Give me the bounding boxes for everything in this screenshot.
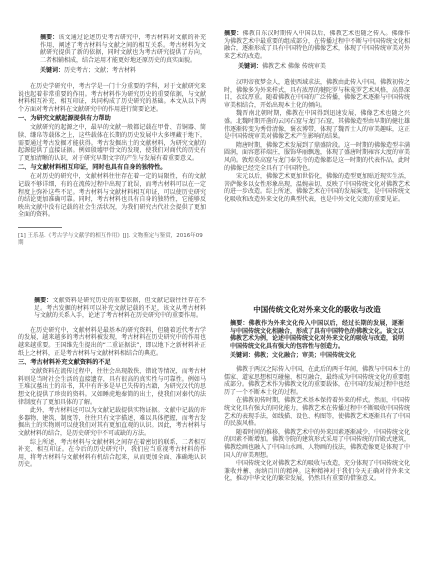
keywords-label: 关键词：	[230, 352, 255, 360]
body-paragraph: 在历史研究中，文献材料是最基本的研究资料，但随着近代考古学的发展，越来越多的考古材料被发现，考古材料在历史研究中的作用也越来越重要。王国维先生提出的“二重证据法”，即以地下之新材料补正纸上之材料，正是考古材料与文献材料相结合的典范。	[18, 326, 206, 357]
article-fragment-bottom-left	[18, 297, 206, 557]
abstract-text: 文献资料是研究历史的重要依据，但文献记载往往存在不足。考古发掘的材料可以补充文献记载的不足，该文从考古材料与文献的关系入手，论述了考古材料在历史研究中的重要作用。	[34, 297, 206, 320]
article-title: 中国传统文化对外来文化的吸收与改造	[253, 305, 381, 314]
body-paragraph: 隋唐时期，佛像艺术发展到了鼎盛阶段。这一时期的佛像造型丰满圆润，面容慈祥端庄，服饰华丽飘逸，体现了盛唐时期雍容大度的审美风尚。敦煌莫高窟与龙门奉先寺的造像都是这一时期的代表作品，此时的佛像已经完全具有了中国特色。	[224, 141, 410, 172]
keywords	[230, 352, 404, 360]
body-paragraph: 随着时间的推移，佛教艺术中的外来因素逐渐减少，中国传统文化的因素不断增加。佛教寺院的建筑形式采用了中国传统的宫殿式建筑，佛教绘画也融入了中国山水画、人物画的技法，佛教造像更是体现了中国人的审美理想。	[224, 428, 410, 459]
abstract	[40, 34, 206, 64]
body-paragraph: 综上所述，考古材料与文献材料之间存在着密切的联系，二者相互补充、相互印证。在今后的历史研究中，我们应当重视考古材料的作用，将考古材料与文献材料有机结合起来，从而更加全面、准确地认识历史。	[18, 438, 206, 469]
keywords	[40, 67, 206, 75]
article-fragment-bottom-right	[224, 305, 410, 557]
body-paragraph: 文献研究的起源之中，最早的文献一般都记载在甲骨、青铜器、简牍、缣帛等载体之上，这些载体在长期的历史发展中大多埋藏于地下，需要通过考古发掘才能获得。考古发掘出土的文献材料，为研究文献的起源提供了直接证据。例如殷墟甲骨文的发现，使我们对商代的历史有了更加清晰的认识，对于研究早期文字的产生与发展有着重要意义。	[18, 124, 206, 162]
footnote-divider	[18, 227, 62, 228]
body-paragraph: 中国传统文化对佛教艺术的吸收与改造，充分体现了中国传统文化兼收并蓄、海纳百川的精神。这种精神对于我们今天正确对待外来文化，推动中华文化的繁荣发展，仍然具有重要的借鉴意义。	[224, 460, 410, 483]
abstract-text: 佛教自东汉时期传入中国以后，佛教艺术也随之传入。佛像作为佛教艺术中最重要的组成部分，在传播过程中不断与中国传统文化相融合，逐渐形成了具有中国特色的佛像艺术，体现了中国传统审美对外来艺术的改造。	[224, 30, 410, 60]
body-paragraph: 汉明帝夜梦金人，遣使西域求法，佛教由此传入中国。佛教初传之时，佛像多为外来样式，具有浓厚的犍陀罗与秣菟罗艺术风格，高鼻深目，衣纹厚重。随着佛教在中国的广泛传播，佛像艺术逐渐与中国传统审美相结合，开始出现本土化的倾向。	[224, 78, 410, 109]
abstract-label: 摘要：	[40, 34, 59, 41]
abstract	[34, 297, 206, 320]
abstract-label: 摘要：	[230, 320, 249, 327]
keywords-text: 佛教艺术 佛像 传统审美	[262, 63, 326, 71]
section-heading: 三、考古材料补充文献资料的不足	[18, 359, 111, 367]
keywords	[224, 63, 410, 71]
article-fragment-top-right	[224, 30, 410, 292]
keywords-label: 关键词：	[40, 67, 65, 75]
body-paragraph: 文献资料在流传过程中，往往会出现散佚、错讹等情况，而考古材料则是当时社会生活的直接遗存，具有很高的真实性与可靠性。例如马王堆汉墓出土的帛书，其中有许多是早已失传的古籍，为研究汉代的思想文化提供了珍贵的资料。又如睡虎地秦简的出土，使我们对秦代的法律制度有了更加具体的了解。	[18, 368, 206, 406]
body-paragraph: 魏晋南北朝时期，佛教在中国得到迅速发展，佛像艺术也随之兴盛。北魏时期开凿的云冈石窟与龙门石窟，其佛像造型由早期的健壮雄伟逐渐转变为秀骨清像，褒衣博带，体现了魏晋士人的审美趣味，这正是中国传统审美对佛像艺术产生影响的结果。	[224, 110, 410, 141]
body-paragraph: 在历史学研究中，考古学是一门十分重要的学科，对于文献研究来说也起着非常重要的作用。考古材料作为研究历史的重要依据，与文献材料相互补充、相互印证，共同构成了历史研究的基础。本文从以下两个方面对考古材料在文献研究中的作用进行简要论述。	[18, 82, 206, 113]
abstract-label: 摘要：	[34, 297, 53, 304]
body-paragraph: 在对历史的研究中，文献材料往往存在着一定的局限性，有的文献记载不够详细，有的在流传过程中出现了讹误，而考古材料可以在一定程度上弥补这些不足。考古材料与文献材料相互印证，可以使历史研究的结论更加准确可靠。同时，考古材料也具有自身的独特性，它能够反映出文献中没有记载的社会生活状况，为我们研究古代社会提供了更加全面的资料。	[18, 173, 206, 219]
abstract-label: 摘要：	[224, 30, 243, 37]
section-heading: 一、为研究文献起源提供有力帮助	[18, 115, 111, 123]
abstract-text: 该文通过论述历史考古研究中，考古材料对文献的补充作用，阐述了考古材料与文献之间的相互关系。考古材料为文献研究提供了新的依据，同时文献也为考古研究提供了方向，二者相辅相成，结合运用才能更好地还原历史的真实面貌。	[40, 34, 206, 64]
section-heading: 二、与文献材料相互印证，同时也具有自身的独特性。	[18, 164, 167, 172]
abstract	[224, 30, 410, 60]
body-paragraph: 此外，考古材料还可以为文献记载提供实物证据。文献中记载的许多器物、建筑、制度等，往往只有文字描述，难以具体把握，而考古发掘出土的实物则可以使我们对其有更加直观的认识。因此，考古材料与文献材料的结合，是历史研究中不可或缺的方法。	[18, 407, 206, 437]
footnote: [1] 王乐基.《考古学与文献学的相互作用》[J]. 文物鉴定与鉴赏，2016年09期	[18, 233, 203, 247]
body-paragraph: 佛教于两汉之际传入中国，在此后的两千年间，佛教与中国本土的儒家、道家思想相互碰撞、相互融合，最终成为中国传统文化的重要组成部分。佛教艺术作为佛教文化的重要载体，在中国的发展过程中也经历了一个不断本土化的过程。	[224, 365, 410, 396]
article-fragment-top-left	[18, 34, 206, 278]
body-paragraph: 在佛教初传时期，佛教艺术基本保持着外来的样式。然而，中国传统文化具有强大的同化能力，佛教艺术在传播过程中不断吸收中国传统艺术的表现手法，如线描、设色、构图等，使佛教艺术逐渐具有了中国的民族风格。	[224, 397, 410, 428]
abstract-text: 佛教作为外来文化传入中国以后，经过长期的发展，逐渐与中国传统文化相融合，形成了具有中国特色的佛教文化。该文以佛教艺术为例，论述中国传统文化对外来文化的吸收与改造，说明中国传统文化具有强大的包容性与创造力。	[230, 320, 405, 350]
keywords-label: 关键词：	[238, 63, 263, 71]
keywords-text: 佛教；文化融合；审美；中国传统文化	[254, 352, 357, 360]
abstract	[230, 320, 404, 350]
body-paragraph: 宋元以后，佛像艺术更加世俗化，佛像的造型更加贴近现实生活，菩萨像多以女性形象出现，温婉亲切，反映了中国传统文化对佛教艺术的进一步改造。综上所述，佛像艺术在中国的发展演变，是中国传统文化吸收和改造外来文化的典型代表，也是中外文化交流的重要见证。	[224, 173, 410, 203]
keywords-text: 历史考古；文献；考古材料	[64, 67, 137, 75]
